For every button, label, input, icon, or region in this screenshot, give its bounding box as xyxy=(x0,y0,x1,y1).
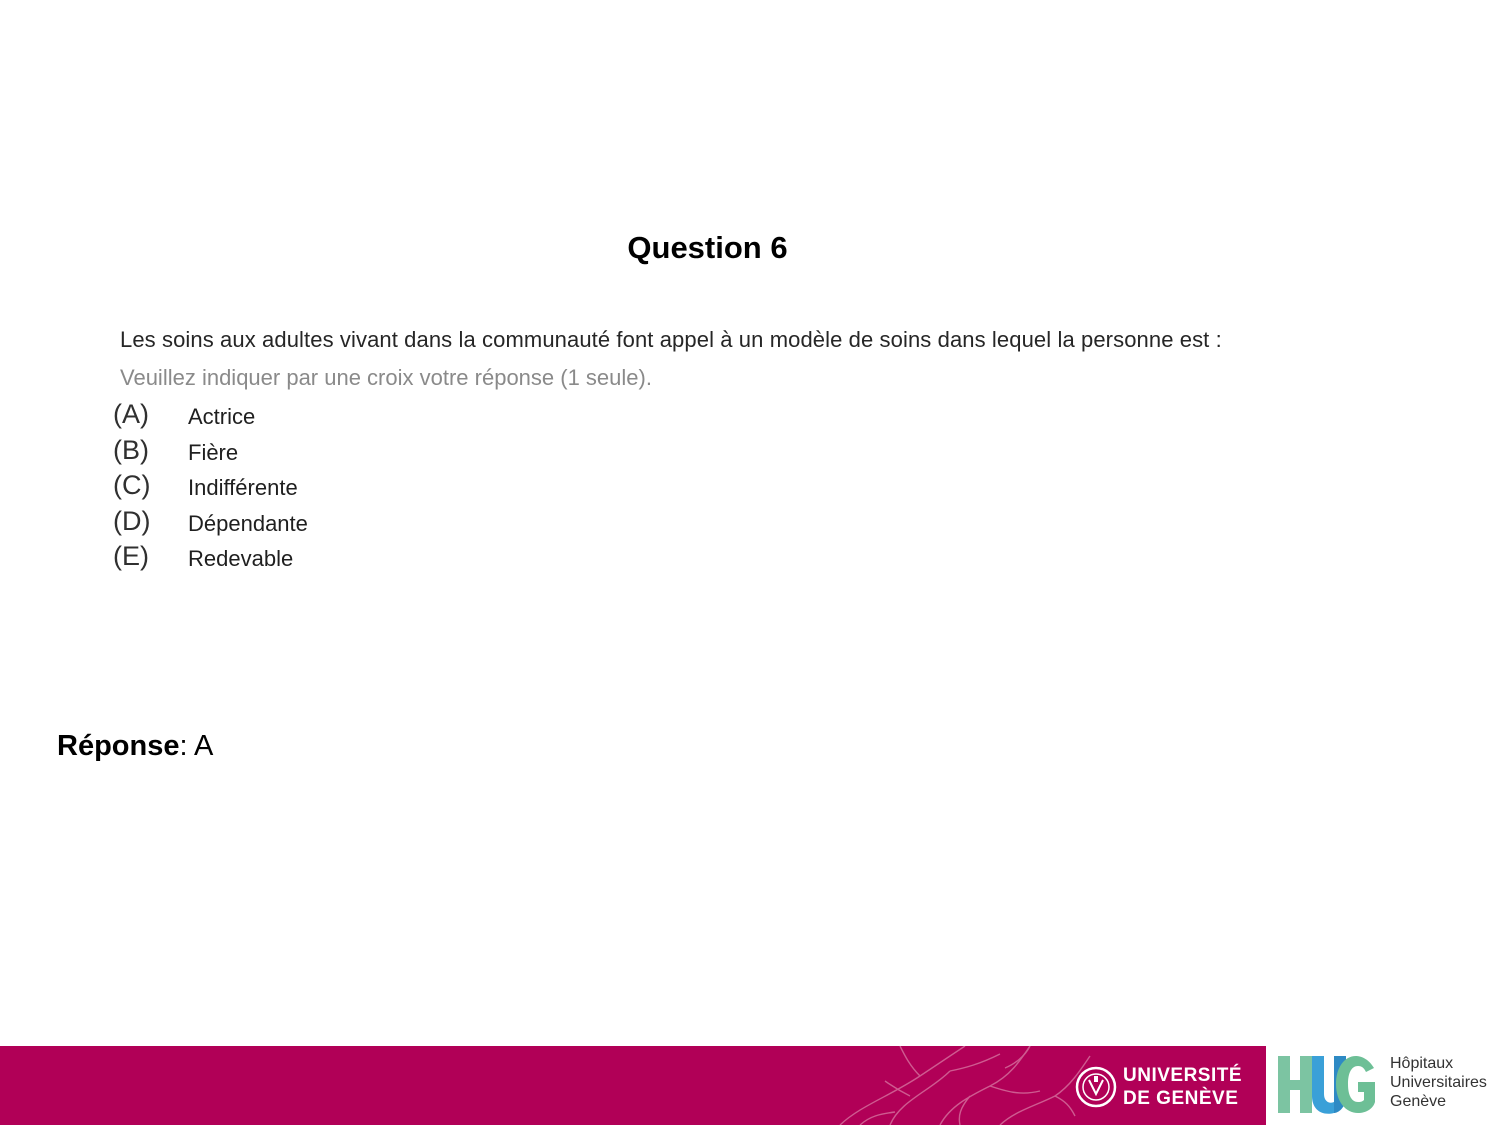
unige-logo xyxy=(1075,1064,1242,1110)
options-list xyxy=(113,399,513,577)
hug-logo xyxy=(1276,1052,1496,1118)
unige-seal-icon xyxy=(1075,1066,1117,1108)
option-letter: (B) xyxy=(113,434,149,465)
hug-line1: Hôpitaux xyxy=(1390,1055,1454,1072)
answer xyxy=(57,730,213,763)
option-letter: (D) xyxy=(113,505,151,536)
option-e xyxy=(113,541,513,577)
option-b xyxy=(113,435,513,471)
option-letter: (A) xyxy=(113,399,149,429)
answer-label: Réponse xyxy=(57,730,180,762)
hug-text xyxy=(1390,1054,1487,1111)
hug-mark-icon xyxy=(1276,1052,1381,1118)
option-letter: (E) xyxy=(113,541,149,571)
option-label: Redevable xyxy=(188,546,294,571)
answer-value: : A xyxy=(179,730,214,762)
slide-title: Question 6 xyxy=(627,230,788,265)
hug-line2: Universitaires xyxy=(1390,1074,1487,1091)
option-a xyxy=(113,399,513,435)
option-label: Fière xyxy=(188,439,239,465)
unige-text xyxy=(1123,1064,1242,1110)
option-letter: (C) xyxy=(113,470,151,500)
option-label: Actrice xyxy=(188,404,256,429)
option-c xyxy=(113,470,513,506)
option-label: Indifférente xyxy=(188,475,298,500)
unige-line1: UNIVERSITÉ xyxy=(1123,1065,1243,1086)
question-text: Les soins aux adultes vivant dans la communauté font appel à un modèle de soins dans lequel la personne est : xyxy=(120,327,1222,352)
hug-line3: Genève xyxy=(1390,1093,1447,1110)
unige-line2: DE GENÈVE xyxy=(1123,1088,1239,1109)
option-label: Dépendante xyxy=(188,510,308,536)
instruction-text: Veuillez indiquer par une croix votre réponse (1 seule). xyxy=(120,365,652,390)
footer-band xyxy=(0,1046,1266,1125)
option-d xyxy=(113,506,513,542)
